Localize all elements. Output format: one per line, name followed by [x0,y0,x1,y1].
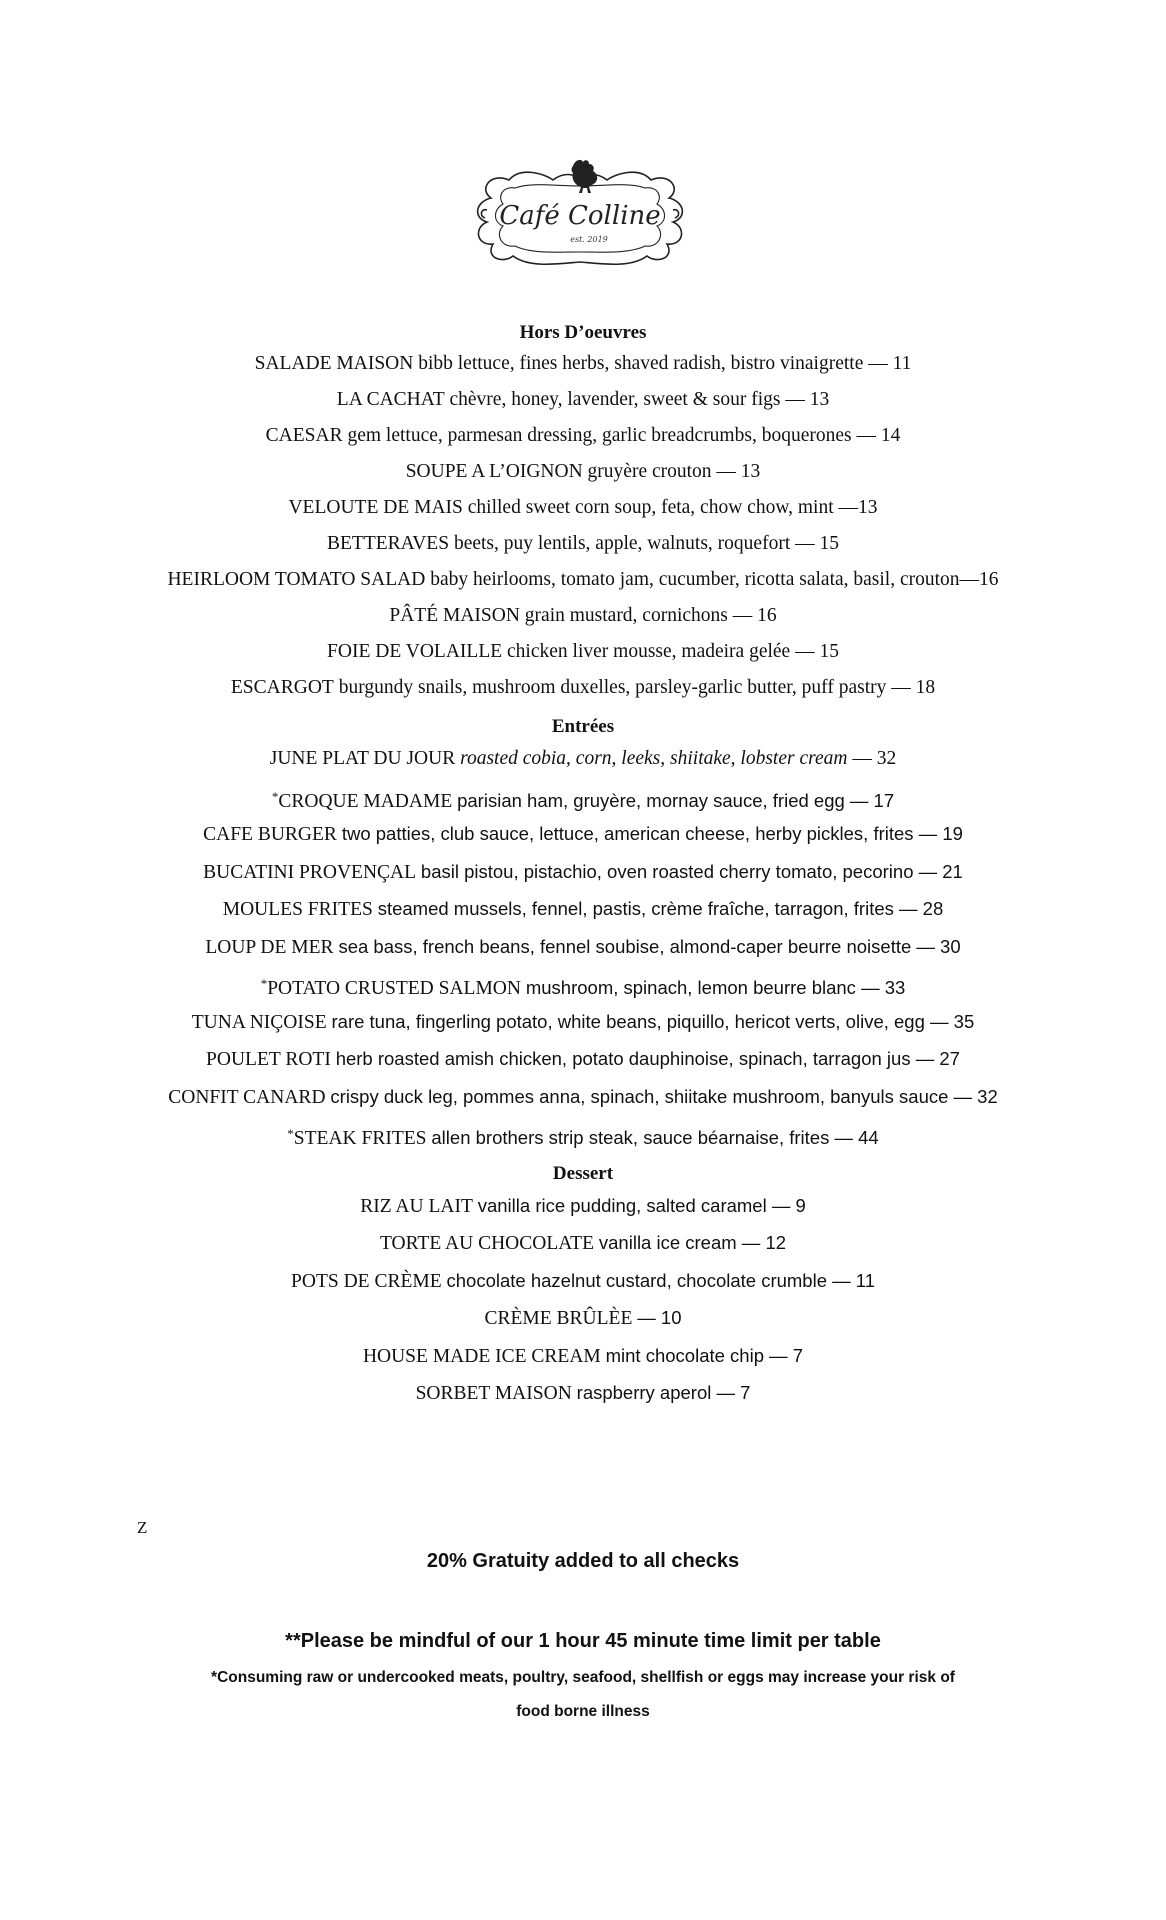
menu-item-description: herb roasted amish chicken, potato dauphinoise, spinach, tarragon jus — 27 [335,1048,960,1069]
menu-item-description: chicken liver mousse, madeira gelée — 15 [507,641,839,662]
menu-item-description: sea bass, french beans, fennel soubise, almond-caper beurre noisette — 30 [338,935,961,957]
menu-item [0,1299,1166,1337]
menu-item-name: TUNA NIÇOISE [191,1011,327,1033]
menu-item-description: two patties, club sauce, lettuce, american cheese, herby pickles, frites — 19 [341,823,963,844]
menu-item-name: SORBET MAISON [415,1383,572,1404]
raw-warning-asterisk: * [260,976,268,991]
menu-item [0,670,1166,706]
menu-item-name: HOUSE MADE ICE CREAM [362,1345,601,1367]
menu-item [0,598,1166,634]
menu-item-description: mint chocolate chip — 7 [605,1344,804,1366]
logo-established-text: est. 2019 [570,235,608,244]
menu-item [0,1337,1166,1375]
menu-item-description: baby heirlooms, tomato jam, cucumber, ricotta salata, basil, crouton—16 [430,569,999,590]
menu-item [0,1003,1166,1041]
menu-section-hors-doeuvres [0,320,1166,706]
menu-item [0,1187,1166,1225]
menu-item [0,815,1166,853]
menu-item-description: steamed mussels, fennel, pastis, crème fraîche, tarragon, frites — 28 [377,898,944,919]
menu-item-description: gruyère crouton — 13 [587,461,761,482]
menu-item-name: POTATO CRUSTED SALMON [267,978,521,999]
menu-item-name: FOIE DE VOLAILLE [327,641,503,662]
menu-item [0,634,1166,670]
menu-item [0,778,1166,816]
menu-item-description: basil pistou, pistachio, oven roasted cherry tomato, pecorino — 21 [420,860,963,882]
section-title: Hors D’oeuvres [519,322,647,343]
menu-item-description: rare tuna, fingerling potato, white beans, piquillo, hericot verts, olive, egg — 35 [331,1010,975,1032]
menu-item-name: ESCARGOT [230,677,334,698]
menu-item [0,526,1166,562]
menu-item [0,1374,1166,1412]
menu-item-description: parisian ham, gruyère, mornay sauce, fried egg — 17 [457,789,895,811]
menu-item-description: vanilla rice pudding, salted caramel — 9 [477,1194,806,1216]
food-safety-warning-line-2: food borne illness [516,1703,650,1720]
menu-item-description: roasted cobia, corn, leeks, shiitake, lobster cream [460,748,848,769]
menu-item-description: bibb lettuce, fines herbs, shaved radish, bistro vinaigrette — 11 [418,353,912,374]
menu-item-name: SALADE MAISON [254,353,414,374]
menu-section-dessert [0,1153,1166,1412]
menu-item [0,1262,1166,1300]
menu-item [0,1040,1166,1078]
logo-name-text: Café Colline [499,201,661,231]
menu-item-description: mushroom, spinach, lemon beurre blanc — 33 [525,977,906,998]
menu-item-name: POTS DE CRÈME [291,1270,442,1292]
menu-item-name: TORTE AU CHOCOLATE [379,1233,595,1254]
menu-item-description: burgundy snails, mushroom duxelles, parsley-garlic butter, puff pastry — 18 [338,677,936,698]
menu-item [0,1224,1166,1262]
menu-item [0,490,1166,526]
menu-item-description: crispy duck leg, pommes anna, spinach, shiitake mushroom, banyuls sauce — 32 [330,1085,998,1107]
menu-item-description: beets, puy lentils, apple, walnuts, roquefort — 15 [453,533,839,554]
menu-item-name: CROQUE MADAME [278,790,453,812]
food-safety-warning-line-1: *Consuming raw or undercooked meats, poultry, seafood, shellfish or eggs may increase your risk of [211,1669,955,1686]
menu-item-description: chèvre, honey, lavender, sweet & sour figs — 13 [449,389,830,410]
menu-item [0,928,1166,966]
menu-item-price: — 32 [847,748,897,769]
menu-item-name: CAFE BURGER [203,824,337,845]
menu-item-name: VELOUTE DE MAIS [288,497,463,518]
menu-item-name: BETTERAVES [326,533,450,554]
section-title: Dessert [552,1162,614,1184]
menu-item-description: — 10 [637,1307,682,1328]
menu-item-name: CONFIT CANARD [168,1086,326,1108]
menu-item-description: gem lettuce, parmesan dressing, garlic breadcrumbs, boquerones — 14 [347,425,901,446]
menu-item-description: chocolate hazelnut custard, chocolate crumble — 11 [446,1269,875,1291]
menu-item-name: LA CACHAT [336,389,445,410]
menu-item-name: MOULES FRITES [222,899,373,920]
menu-item-description: raspberry aperol — 7 [576,1382,751,1403]
menu-item [0,346,1166,382]
section-title: Entrées [551,716,615,737]
menu-section-entrees [0,706,1166,1153]
menu-item [0,562,1166,598]
menu-item-name: SOUPE A L’OIGNON [405,461,583,482]
menu-item-description: grain mustard, cornichons — 16 [524,605,777,626]
menu-item-name: HEIRLOOM TOMATO SALAD [167,569,426,590]
menu-body [0,320,1166,1412]
raw-warning-asterisk: * [287,1126,294,1141]
menu-item [0,965,1166,1003]
menu-item-description: chilled sweet corn soup, feta, chow chow, mint —13 [467,497,878,518]
menu-item-description: vanilla ice cream — 12 [598,1232,787,1253]
menu-item-name: BUCATINI PROVENÇAL [203,861,417,883]
menu-item [0,1078,1166,1116]
menu-item-name: POULET ROTI [206,1049,331,1070]
menu-item-name: CAESAR [265,425,343,446]
raw-warning-asterisk: * [271,788,279,804]
menu-item [0,454,1166,490]
cafe-colline-logo [469,152,691,282]
menu-item-name: LOUP DE MER [205,936,334,958]
menu-item [0,890,1166,928]
gratuity-notice: 20% Gratuity added to all checks [426,1550,740,1572]
stray-mark: Z [137,1518,148,1537]
menu-item-name: STEAK FRITES [293,1128,427,1149]
menu-item [0,1115,1166,1153]
menu-item [0,740,1166,778]
menu-item-name: CRÈME BRÛLÈE [484,1308,633,1329]
menu-item [0,853,1166,891]
menu-item-name: JUNE PLAT DU JOUR [269,748,456,769]
menu-item-name: RIZ AU LAIT [360,1195,473,1217]
logo-frame-icon [469,152,691,282]
menu-item-name: PÂTÉ MAISON [389,605,520,626]
menu-item [0,382,1166,418]
time-limit-notice: **Please be mindful of our 1 hour 45 minute time limit per table [285,1630,881,1652]
menu-item-description: allen brothers strip steak, sauce béarnaise, frites — 44 [431,1127,879,1148]
menu-item [0,418,1166,454]
